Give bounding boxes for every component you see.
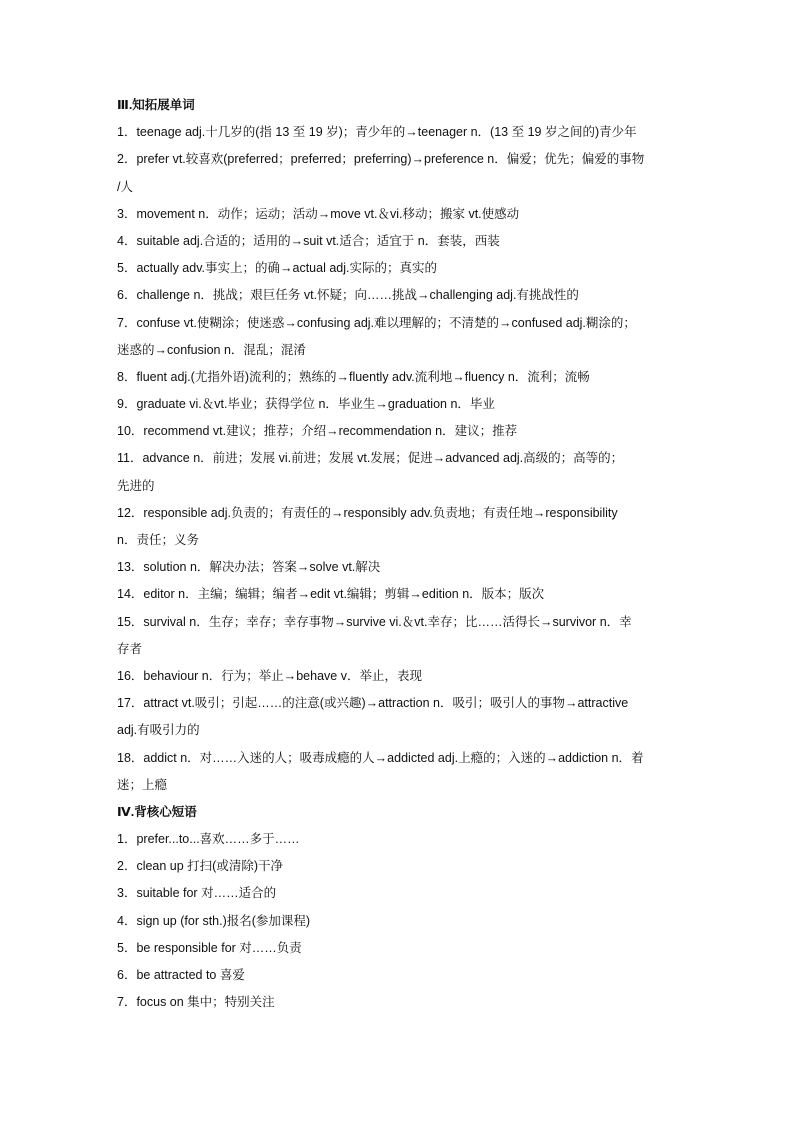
word-entry-line: adj.有吸引力的 xyxy=(117,723,200,738)
word-entry-line: 15．survival n．生存；幸存；幸存事物→survive vi.＆vt.幸存；比……活得长→survivor n．幸 xyxy=(117,614,632,629)
word-list xyxy=(117,119,679,799)
word-entry-line: 8．fluent adj.(尤指外语)流利的；熟练的→fluently adv.流利地→fluency n．流利；流畅 xyxy=(117,369,590,384)
word-entry-line: 17．attract vt.吸引；引起……的注意(或兴趣)→attraction n．吸引；吸引人的事物→attractive xyxy=(117,696,629,711)
phrase-entry-line: 1．prefer...to...喜欢……多于…… xyxy=(117,832,300,847)
word-entry-line: 11．advance n．前进；发展 vi.前进；发展 vt.发展；促进→advanced adj.高级的；高等的； xyxy=(117,451,624,466)
word-entry-line: 16．behaviour n．行为；举止→behave v．举止，表现 xyxy=(117,668,422,683)
word-entry-line: 4．suitable adj.合适的；适用的→suit vt.适合；适宜于 n．套装，西装 xyxy=(117,233,500,248)
phrase-entry-line: 7．focus on 集中；特别关注 xyxy=(117,995,275,1010)
document-page xyxy=(117,92,679,1016)
word-entry-line: 13．solution n．解决办法；答案→solve vt.解决 xyxy=(117,560,381,575)
word-entry-line: 迷；上瘾 xyxy=(117,777,168,792)
word-entry-line: 10．recommend vt.建议；推荐；介绍→recommendation n．建议；推荐 xyxy=(117,424,518,439)
phrase-entry-line: 4．sign up (for sth.)报名(参加课程) xyxy=(117,913,311,928)
word-entry-line: 3．movement n．动作；运动；活动→move vt.＆vi.移动；搬家 vt.使感动 xyxy=(117,206,520,221)
word-entry-line: 6．challenge n．挑战；艰巨任务 vt.怀疑；向……挑战→challenging adj.有挑战性的 xyxy=(117,288,579,303)
word-entry-line: 5．actually adv.事实上；的确→actual adj.实际的；真实的 xyxy=(117,261,437,276)
phrase-entry-line: 5．be responsible for 对……负责 xyxy=(117,940,302,955)
section-heading-phrases: Ⅳ.背核心短语 xyxy=(117,804,197,819)
word-entry-line: 9．graduate vi.＆vt.毕业；获得学位 n．毕业生→graduation n．毕业 xyxy=(117,397,495,412)
word-entry-line: 18．addict n．对……入迷的人；吸毒成瘾的人→addicted adj.上瘾的；入迷的→addiction n．着 xyxy=(117,750,644,765)
phrase-entry-line: 3．suitable for 对……适合的 xyxy=(117,886,277,901)
word-entry-line: 2．prefer vt.较喜欢(preferred；preferred；preferring)→preference n．偏爱；优先；偏爱的事物 xyxy=(117,152,645,167)
word-entry-line: 14．editor n．主编；编辑；编者→edit vt.编辑；剪辑→edition n．版本；版次 xyxy=(117,587,545,602)
word-entry-line: 先进的 xyxy=(117,478,155,493)
word-entry-line: 迷惑的→confusion n．混乱；混淆 xyxy=(117,342,306,357)
word-entry-line: 存者 xyxy=(117,641,143,656)
section-heading-words: Ⅲ.知拓展单词 xyxy=(117,98,195,112)
phrase-list xyxy=(117,826,679,1016)
phrase-entry-line: 2．clean up 打扫(或清除)干净 xyxy=(117,859,284,874)
word-entry-line: 7．confuse vt.使糊涂；使迷惑→confusing adj.难以理解的；不清楚的→confused adj.糊涂的； xyxy=(117,315,636,330)
phrase-entry-line: 6．be attracted to 喜爱 xyxy=(117,968,245,982)
word-entry-line: /人 xyxy=(117,179,133,194)
word-entry-line: 1．teenage adj.十几岁的(指 13 至 19 岁)；青少年的→teenager n．(13 至 19 岁之间的)青少年 xyxy=(117,125,637,140)
word-entry-line: 12．responsible adj.负责的；有责任的→responsibly adv.负责地；有责任地→responsibility xyxy=(117,505,618,520)
word-entry-line: n．责任；义务 xyxy=(117,533,199,547)
